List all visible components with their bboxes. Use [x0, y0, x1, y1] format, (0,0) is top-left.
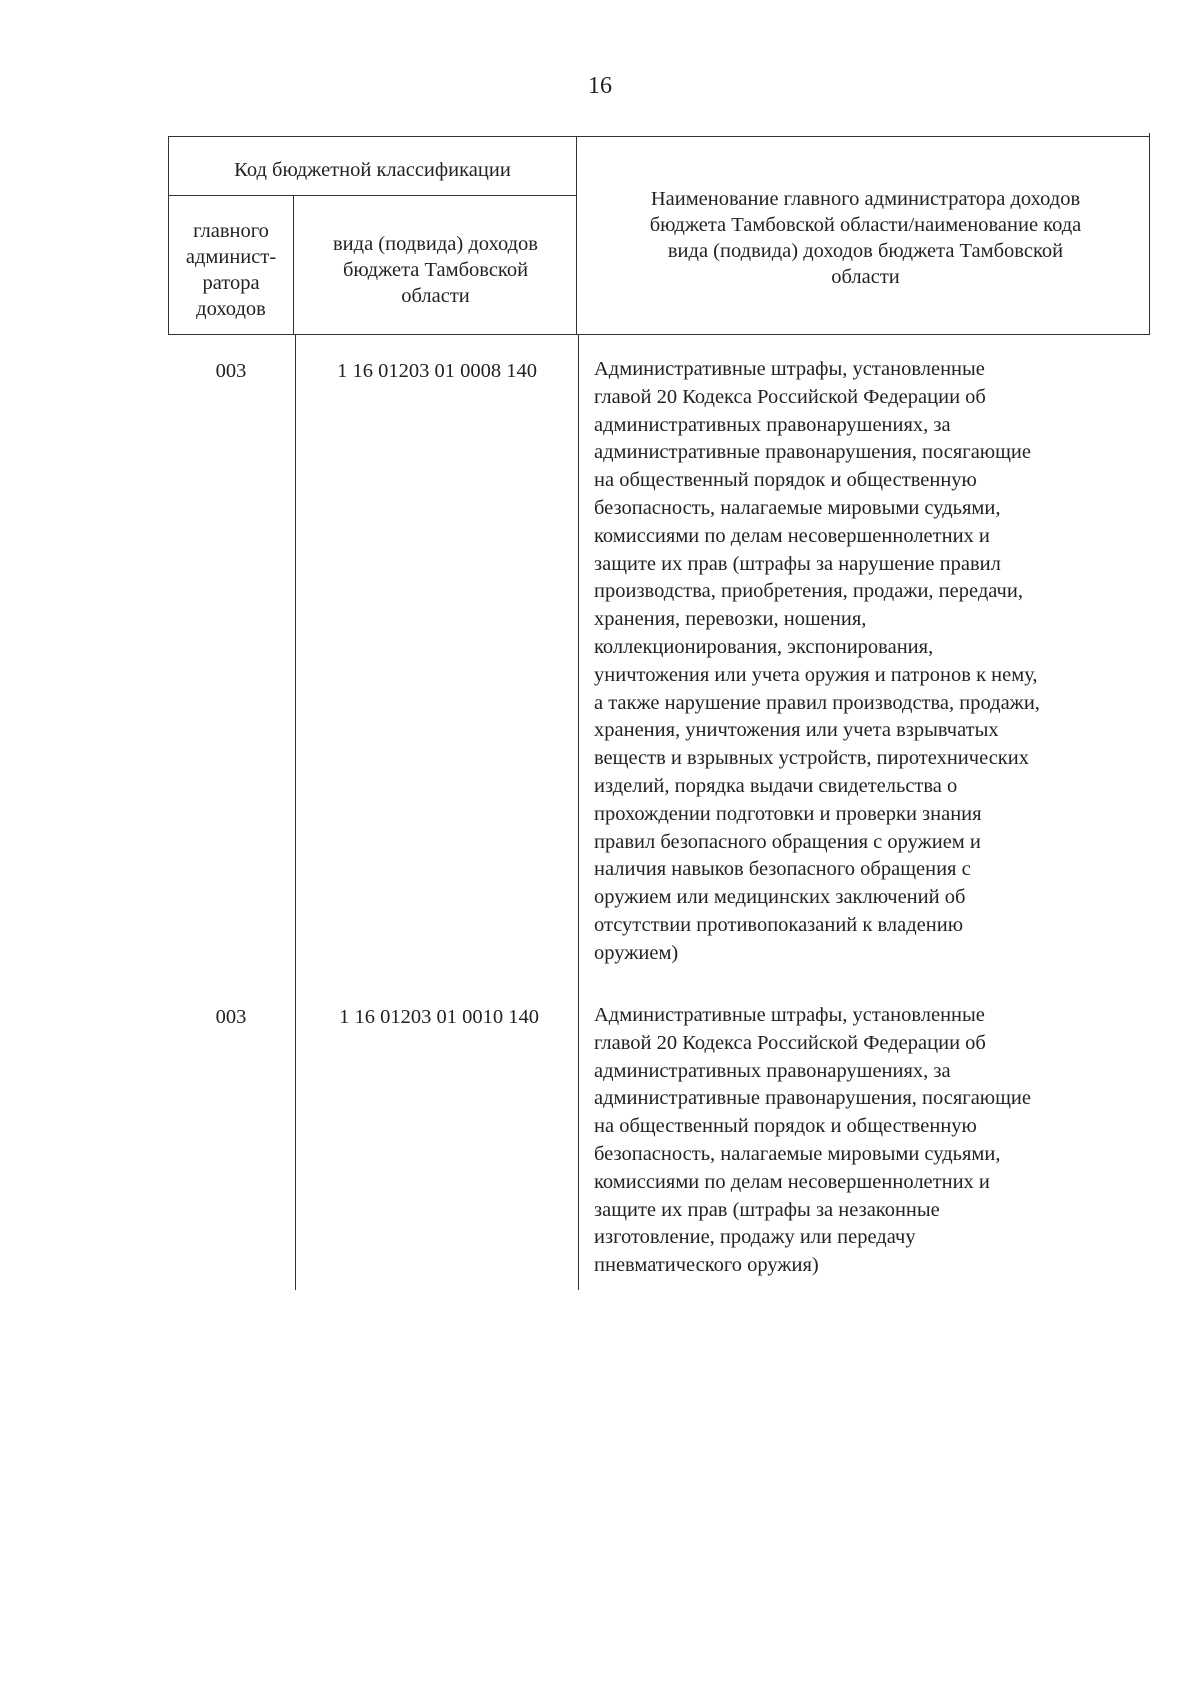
description-line: веществ и взрывных устройств, пиротехнических — [594, 747, 1029, 770]
description-line: административных правонарушениях, за — [594, 413, 951, 436]
description-line: безопасность, налагаемые мировыми судьями, — [594, 496, 1001, 519]
description-line: комиссиями по делам несовершеннолетних и — [594, 1170, 990, 1193]
description-line: на общественный порядок и общественную — [594, 469, 977, 492]
description-line: пневматического оружия) — [594, 1254, 819, 1277]
row-1-kind-code: 1 16 01203 01 0008 140 — [337, 360, 537, 382]
header-group-divider — [168, 195, 576, 196]
body-name-divider — [578, 334, 579, 1290]
description-line: наличия навыков безопасного обращения с — [594, 858, 971, 881]
header-kind-line: бюджета Тамбовской — [342, 259, 529, 281]
header-name-column — [578, 186, 1153, 290]
description-line: административные правонарушения, посягающие — [594, 1087, 1031, 1110]
description-line: главой 20 Кодекса Российской Федерации об — [594, 385, 986, 408]
description-line: безопасность, налагаемые мировыми судьями, — [594, 1142, 1001, 1165]
header-bottom-border — [168, 334, 1150, 335]
header-admin-line: админист- — [185, 246, 277, 268]
description-line: изготовление, продажу или передачу — [594, 1226, 916, 1249]
description-line: изделий, порядка выдачи свидетельства о — [594, 774, 958, 797]
row-1-description — [594, 356, 1154, 968]
row-2-kind-code: 1 16 01203 01 0010 140 — [339, 1006, 539, 1028]
description-line: коллекционирования, экспонирования, — [594, 635, 934, 658]
row-1-admin-code: 003 — [215, 360, 247, 382]
row-2-admin-code: 003 — [215, 1006, 247, 1028]
description-line: хранения, уничтожения или учета взрывчатых — [594, 719, 999, 742]
description-line: производства, приобретения, продажи, передачи, — [594, 580, 1023, 603]
description-line: отсутствии противопоказаний к владению — [594, 913, 964, 936]
header-name-line: Наименование главного администратора доходов — [650, 188, 1081, 210]
description-line: уничтожения или учета оружия и патронов к нему, — [594, 663, 1038, 686]
header-name-line: области — [831, 266, 900, 288]
header-admin-line: доходов — [196, 298, 266, 320]
description-line: защите их прав (штрафы за незаконные — [594, 1198, 940, 1221]
description-line: главой 20 Кодекса Российской Федерации об — [594, 1031, 986, 1054]
description-line: административные правонарушения, посягающие — [594, 441, 1031, 464]
left-border — [168, 136, 169, 335]
header-admin-line: ратора — [202, 272, 260, 294]
description-line: административных правонарушениях, за — [594, 1059, 951, 1082]
header-admin-line: главного — [193, 220, 269, 242]
header-group-label: Код бюджетной классификации — [234, 159, 511, 181]
description-line: правил безопасного обращения с оружием и — [594, 830, 981, 853]
description-line: а также нарушение правил производства, продажи, — [594, 691, 1040, 714]
body-subcol-divider — [295, 334, 296, 1290]
header-admin-column — [170, 218, 292, 322]
header-kind-line: области — [401, 285, 470, 307]
description-line: комиссиями по делам несовершеннолетних и — [594, 524, 990, 547]
description-line: Административные штрафы, установленные — [594, 1004, 985, 1026]
description-line: прохождении подготовки и проверки знания — [594, 802, 982, 825]
header-name-divider — [576, 136, 577, 335]
row-2-description — [594, 1002, 1154, 1280]
description-line: оружием) — [594, 941, 679, 964]
description-line: хранения, перевозки, ношения, — [594, 608, 867, 631]
header-name-line: бюджета Тамбовской области/наименование кода — [649, 214, 1082, 236]
header-kind-column — [298, 231, 573, 309]
description-line: защите их прав (штрафы за нарушение правил — [594, 552, 1001, 575]
header-top-border — [168, 136, 1150, 137]
header-kind-line: вида (подвида) доходов — [333, 233, 538, 255]
description-line: Административные штрафы, установленные — [594, 358, 985, 380]
header-subcol-divider — [293, 195, 294, 335]
description-line: оружием или медицинских заключений об — [594, 886, 966, 909]
description-line: на общественный порядок и общественную — [594, 1115, 977, 1138]
page-number: 16 — [588, 73, 612, 99]
header-name-line: вида (подвида) доходов бюджета Тамбовской — [667, 240, 1064, 262]
